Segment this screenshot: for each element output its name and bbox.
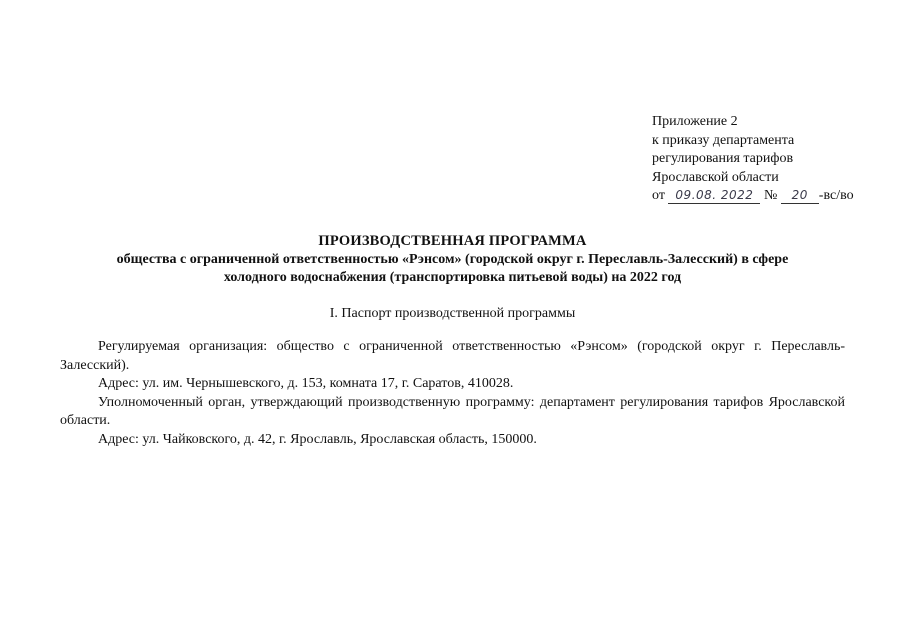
order-date-field bbox=[668, 188, 760, 204]
appendix-line-4: Ярославской области bbox=[652, 169, 779, 185]
appendix-date-number-line bbox=[652, 187, 854, 206]
appendix-line-2: к приказу департамента bbox=[652, 132, 795, 148]
order-date-handwritten: 09.08. 2022 bbox=[675, 188, 754, 202]
appendix-line-3: регулирования тарифов bbox=[652, 151, 794, 166]
paragraph-authorized-body: Уполномоченный орган, утверждающий производственную программу: департамент регулирования тарифов Ярославской области. bbox=[60, 394, 845, 428]
paragraph-authorized-body-address: Адрес: ул. Чайковского, д. 42, г. Ярославль, Ярославская область, 150000. bbox=[98, 431, 537, 447]
program-title-block bbox=[60, 232, 845, 288]
appendix-header bbox=[652, 113, 854, 206]
document-body bbox=[60, 338, 845, 449]
number-sign: № bbox=[763, 188, 778, 203]
from-prefix: от bbox=[652, 188, 665, 203]
paragraph-regulated-organization: Регулируемая организация: общество с ограниченной ответственностью «Рэнсом» (городской округ г. Переславль-Залесский). bbox=[60, 339, 845, 373]
program-subtitle-line-1: общества с ограниченной ответственностью «Рэнсом» (городской округ г. Переславль-Залесский) в сфере bbox=[116, 251, 789, 267]
program-title: ПРОИЗВОДСТВЕННАЯ ПРОГРАММА bbox=[318, 233, 587, 249]
order-number-field bbox=[781, 188, 819, 204]
order-number-suffix: -вс/во bbox=[818, 188, 854, 203]
appendix-line-1: Приложение 2 bbox=[652, 114, 738, 129]
order-number-handwritten: 20 bbox=[791, 188, 808, 202]
section-title: I. Паспорт производственной программы bbox=[329, 306, 576, 321]
paragraph-organization-address: Адрес: ул. им. Чернышевского, д. 153, комната 17, г. Саратов, 410028. bbox=[98, 376, 514, 391]
program-subtitle-line-2: холодного водоснабжения (транспортировка питьевой воды) на 2022 год bbox=[223, 270, 682, 285]
